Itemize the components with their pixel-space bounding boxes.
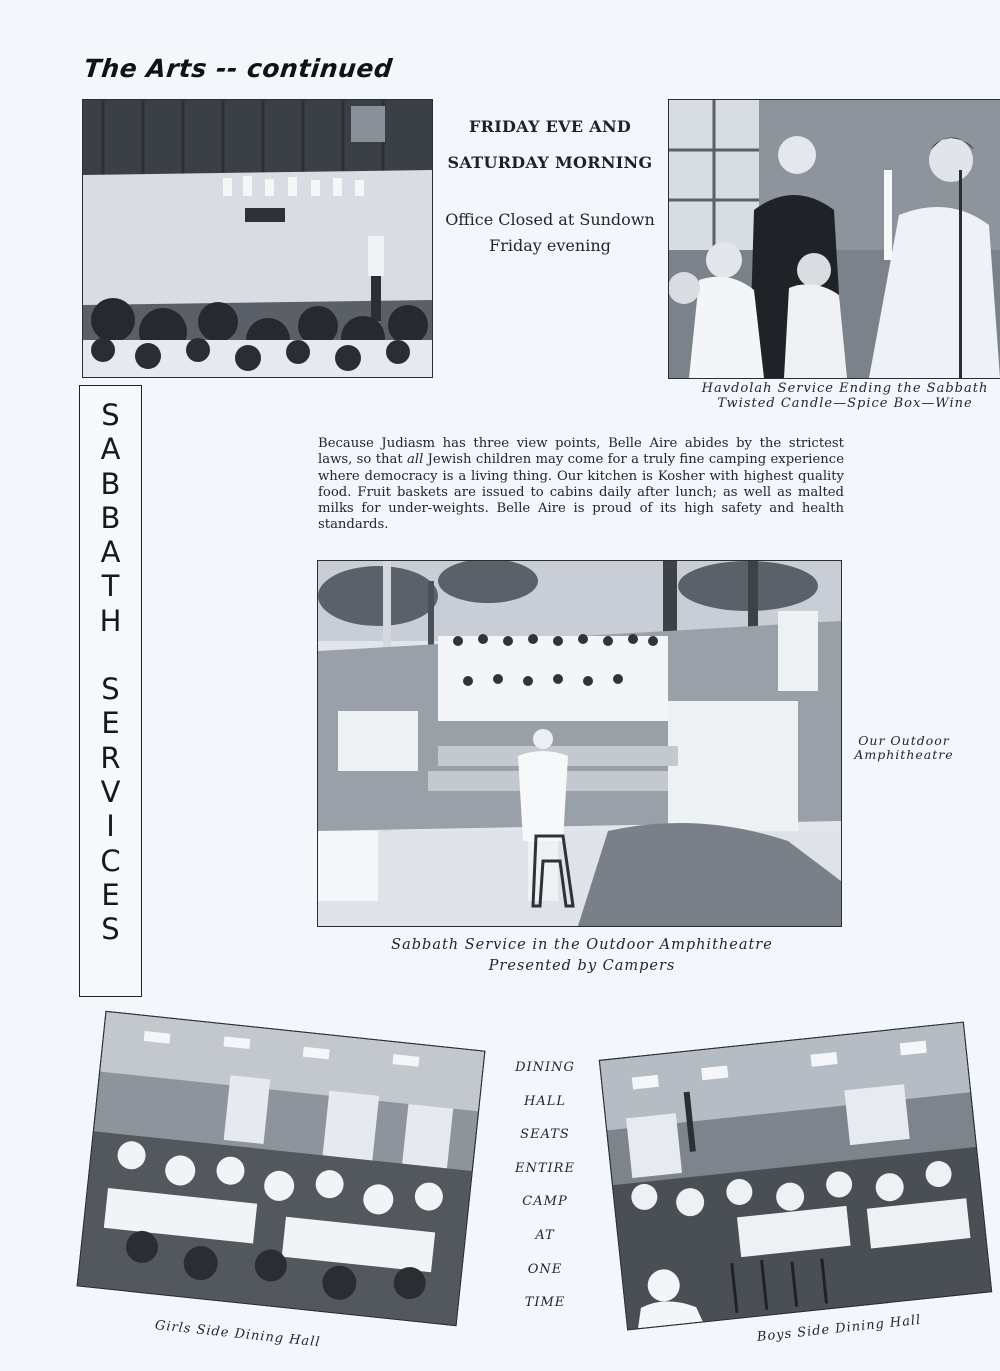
havdolah-caption-line1: Havdolah Service Ending the Sabbath [701, 381, 989, 396]
banner-letter: H [99, 603, 122, 638]
side-caption-line2: Amphitheatre [854, 747, 954, 762]
dining-note-word: TIME [524, 1295, 566, 1311]
banner-letter: S [101, 398, 120, 432]
banner-word-services [100, 672, 120, 946]
dining-note-word: AT [535, 1227, 555, 1243]
dining-note-word: HALL [524, 1093, 566, 1109]
boys-dining-caption: Boys Side Dining Hall [756, 1312, 922, 1345]
banner-letter: B [100, 466, 121, 501]
dining-note-word: DINING [515, 1060, 575, 1075]
arts-performance-photo [82, 99, 433, 378]
office-note-line2: Friday evening [489, 236, 611, 255]
banner-letter: A [100, 535, 121, 570]
banner-letter: T [101, 569, 120, 604]
dining-note-word: CAMP [522, 1194, 568, 1210]
amphitheatre-caption [386, 935, 778, 977]
side-caption-line1: Our Outdoor [858, 733, 950, 748]
amphitheatre-caption-line1: Sabbath Service in the Outdoor Amphitheatre [391, 937, 773, 953]
page-title: The Arts -- continued [82, 54, 394, 83]
banner-letter: E [101, 877, 120, 912]
schedule-heading-line2: SATURDAY MORNING [447, 153, 653, 172]
banner-letter: R [100, 740, 121, 775]
office-note-line1: Office Closed at Sundown [445, 210, 655, 229]
paragraph-emphasis: all [407, 452, 424, 468]
paragraph-part2: Jewish children may come for a truly fine camping experience where democracy is a living thing. Our kitchen is Kosher with highest quality food. Fruit baskets are issued to cabins daily after lunch; as well as malted milks for under-weights. Belle Aire is proud of its high safety and health standards. [318, 452, 844, 533]
banner-letter: S [101, 672, 120, 707]
schedule-heading [440, 117, 660, 172]
havdolah-service-photo [668, 99, 1000, 379]
kosher-policy-paragraph [318, 436, 844, 534]
banner-letter: A [100, 432, 121, 467]
amphitheatre-photo [317, 560, 842, 927]
paragraph-part1: Because Judiasm has three view points, Belle Aire abides by the strictest laws, so that [318, 436, 844, 468]
banner-letter: B [100, 500, 121, 535]
dining-hall-note [505, 1056, 585, 1325]
amphitheatre-side-caption [848, 734, 960, 762]
havdolah-caption [700, 381, 990, 411]
havdolah-caption-line2: Twisted Candle—Spice Box—Wine [717, 396, 973, 411]
banner-letter: C [100, 843, 121, 878]
girls-dining-hall-photo [77, 1011, 486, 1326]
sabbath-services-banner [79, 385, 142, 997]
banner-letter: I [106, 809, 115, 844]
amphitheatre-caption-line2: Presented by Campers [488, 958, 676, 974]
office-hours-note [430, 207, 670, 259]
dining-note-word: ENTIRE [515, 1160, 575, 1176]
banner-letter: S [101, 912, 120, 947]
dining-note-word: SEATS [520, 1127, 570, 1143]
banner-letter: V [100, 774, 121, 809]
girls-dining-caption: Girls Side Dining Hall [154, 1318, 322, 1351]
banner-word-sabbath [100, 398, 122, 638]
schedule-heading-line1: FRIDAY EVE AND [468, 117, 632, 136]
boys-dining-hall-photo [599, 1022, 992, 1331]
dining-note-word: ONE [527, 1261, 563, 1277]
banner-letter: E [101, 706, 120, 741]
